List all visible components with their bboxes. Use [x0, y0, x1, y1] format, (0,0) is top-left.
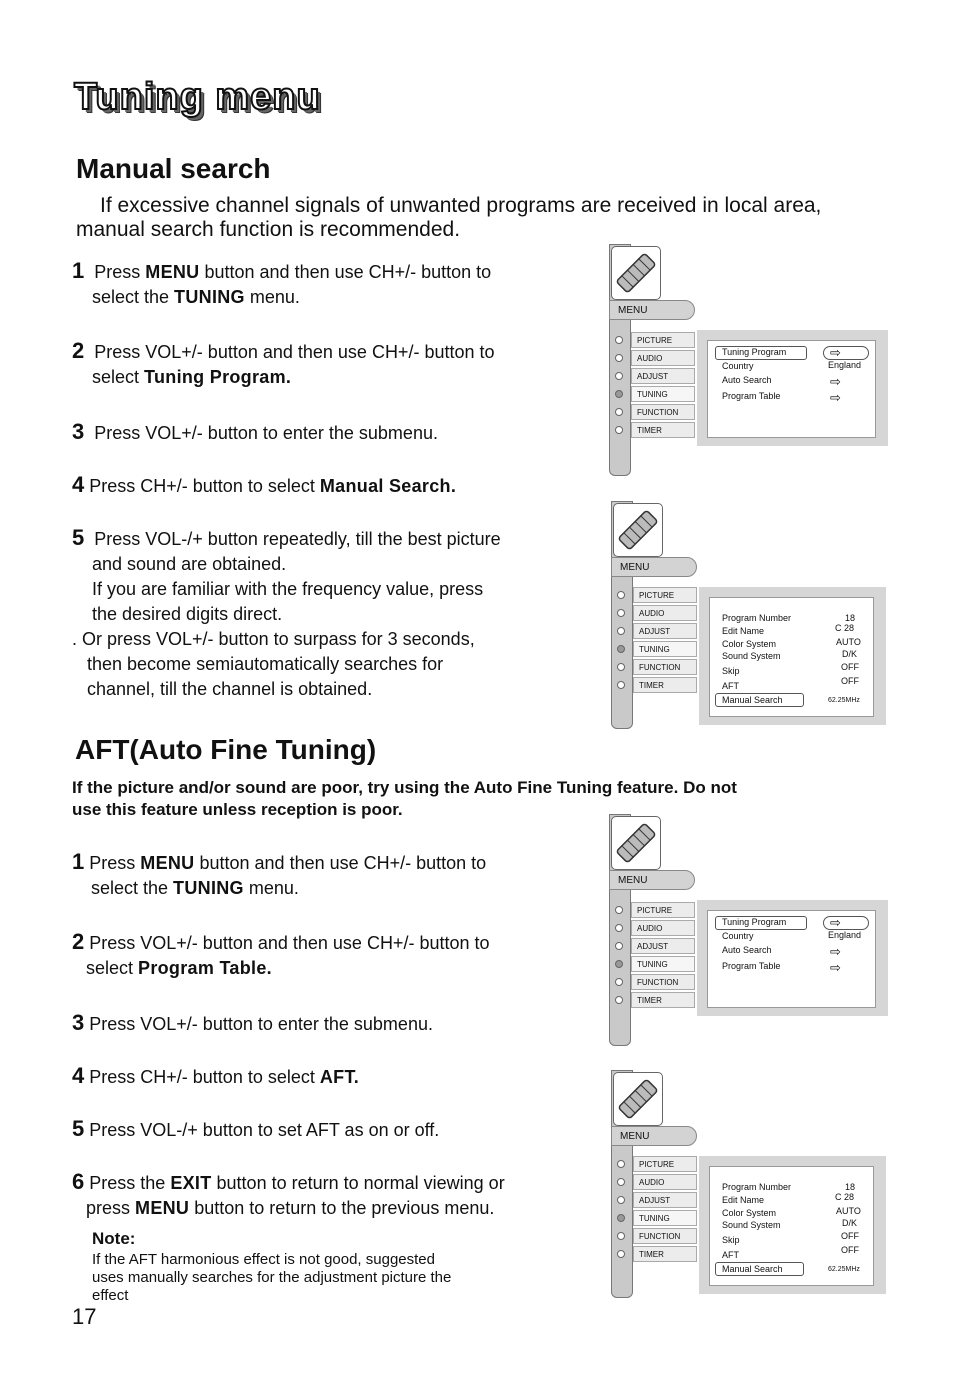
menu-item-function: FUNCTION [631, 404, 695, 420]
menu-item-audio: AUDIO [633, 605, 697, 621]
note-title: Note: [92, 1229, 136, 1248]
page-number: 17 [72, 1304, 97, 1329]
note-text: If the AFT harmonious effect is not good, suggested uses manually searches for the adjustment picture the effect [92, 1251, 452, 1304]
aft-step-6: 6 Press the EXIT button to return to normal viewing or press MENU button to return to the previous menu. [72, 1169, 505, 1218]
program-panel: Program Number Edit Name Color System Sound System Skip AFT Manual Search 18 C 28 AUTO D/K OFF OFF 62.25MHz [699, 587, 886, 725]
aft-step-3: 3 Press VOL+/- button to enter the submenu. [72, 1010, 433, 1035]
menu-item-adjust: ADJUST [633, 1192, 697, 1208]
menu-item-adjust: ADJUST [631, 938, 695, 954]
menu-item-function: FUNCTION [631, 974, 695, 990]
manual-step-3: 3 Press VOL+/- button to enter the submenu. [72, 419, 438, 444]
menu-item-picture: PICTURE [633, 1156, 697, 1172]
manual-step-2: 2 Press VOL+/- button and then use CH+/- button to select Tuning Program. [72, 338, 495, 387]
aft-step-1: 1 Press MENU button and then use CH+/- button to select the TUNING menu. [72, 849, 487, 898]
manual-search-heading: Manual search [76, 153, 271, 184]
menu-label: MENU [609, 870, 695, 890]
arrow-right-icon: ⇨ [830, 345, 841, 360]
menu-item-picture: PICTURE [631, 902, 695, 918]
menu-item-audio: AUDIO [633, 1174, 697, 1190]
tuning-panel: Tuning Program Country England Auto Search Program Table ⇨ ⇨ ⇨ [697, 900, 888, 1016]
arrow-right-icon: ⇨ [830, 944, 841, 959]
menu-item-timer: TIMER [633, 677, 697, 693]
aft-intro-line-1: If the picture and/or sound are poor, try using the Auto Fine Tuning feature. Do not [72, 778, 737, 797]
menu-item-tuning: TUNING [631, 956, 695, 972]
menu-item-picture: PICTURE [631, 332, 695, 348]
menu-label: MENU [611, 1126, 697, 1146]
aft-step-4: 4 Press CH+/- button to select AFT. [72, 1063, 360, 1088]
tv-menu-tuning-1 [609, 244, 889, 476]
menu-item-timer: TIMER [631, 422, 695, 438]
menu-item-picture: PICTURE [633, 587, 697, 603]
satellite-dish-icon [613, 1072, 663, 1126]
menu-item-tuning: TUNING [633, 1210, 697, 1226]
menu-item-timer: TIMER [633, 1246, 697, 1262]
menu-label: MENU [611, 557, 697, 577]
arrow-right-icon: ⇨ [830, 915, 841, 930]
menu-item-audio: AUDIO [631, 920, 695, 936]
page-title: Tuning menu [74, 76, 321, 118]
menu-item-function: FUNCTION [633, 1228, 697, 1244]
tv-menu-program-1 [611, 501, 891, 729]
tuning-panel: Tuning Program Country England Auto Search Program Table ⇨ ⇨ ⇨ [697, 330, 888, 446]
tv-menu-program-2 [611, 1070, 891, 1298]
menu-label: MENU [609, 300, 695, 320]
aft-intro-line-2: use this feature unless reception is poor. [72, 800, 403, 819]
manual-intro-line-2: manual search function is recommended. [76, 218, 461, 241]
menu-item-tuning: TUNING [633, 641, 697, 657]
arrow-right-icon: ⇨ [830, 374, 841, 389]
program-panel: Program Number Edit Name Color System Sound System Skip AFT Manual Search 18 C 28 AUTO D/K OFF OFF 62.25MHz [699, 1156, 886, 1294]
manual-step-4: 4 Press CH+/- button to select Manual Search. [72, 472, 457, 497]
menu-item-function: FUNCTION [633, 659, 697, 675]
aft-step-5: 5 Press VOL-/+ button to set AFT as on or off. [72, 1116, 440, 1141]
arrow-right-icon: ⇨ [830, 390, 841, 405]
satellite-dish-icon [613, 503, 663, 557]
menu-item-adjust: ADJUST [633, 623, 697, 639]
manual-step-1: 1 Press MENU button and then use CH+/- button to select the TUNING menu. [72, 258, 492, 307]
manual-intro-line-1: If excessive channel signals of unwanted programs are received in local area, [100, 194, 822, 217]
menu-item-audio: AUDIO [631, 350, 695, 366]
aft-heading: AFT(Auto Fine Tuning) [75, 734, 377, 765]
manual-step-5: 5 Press VOL-/+ button repeatedly, till the best picture and sound are obtained. If you are familiar with the frequency value, press the desired digits direct. . Or press VOL+/- button to surpass for 3 seconds, then become semiautomatically searches for channel, till the channel is obtained. [72, 525, 501, 699]
satellite-dish-icon [611, 246, 661, 300]
aft-step-2: 2 Press VOL+/- button and then use CH+/- button to select Program Table. [72, 929, 490, 978]
menu-item-adjust: ADJUST [631, 368, 695, 384]
arrow-right-icon: ⇨ [830, 960, 841, 975]
satellite-dish-icon [611, 816, 661, 870]
menu-item-timer: TIMER [631, 992, 695, 1008]
menu-item-tuning: TUNING [631, 386, 695, 402]
tv-menu-tuning-2 [609, 814, 889, 1046]
